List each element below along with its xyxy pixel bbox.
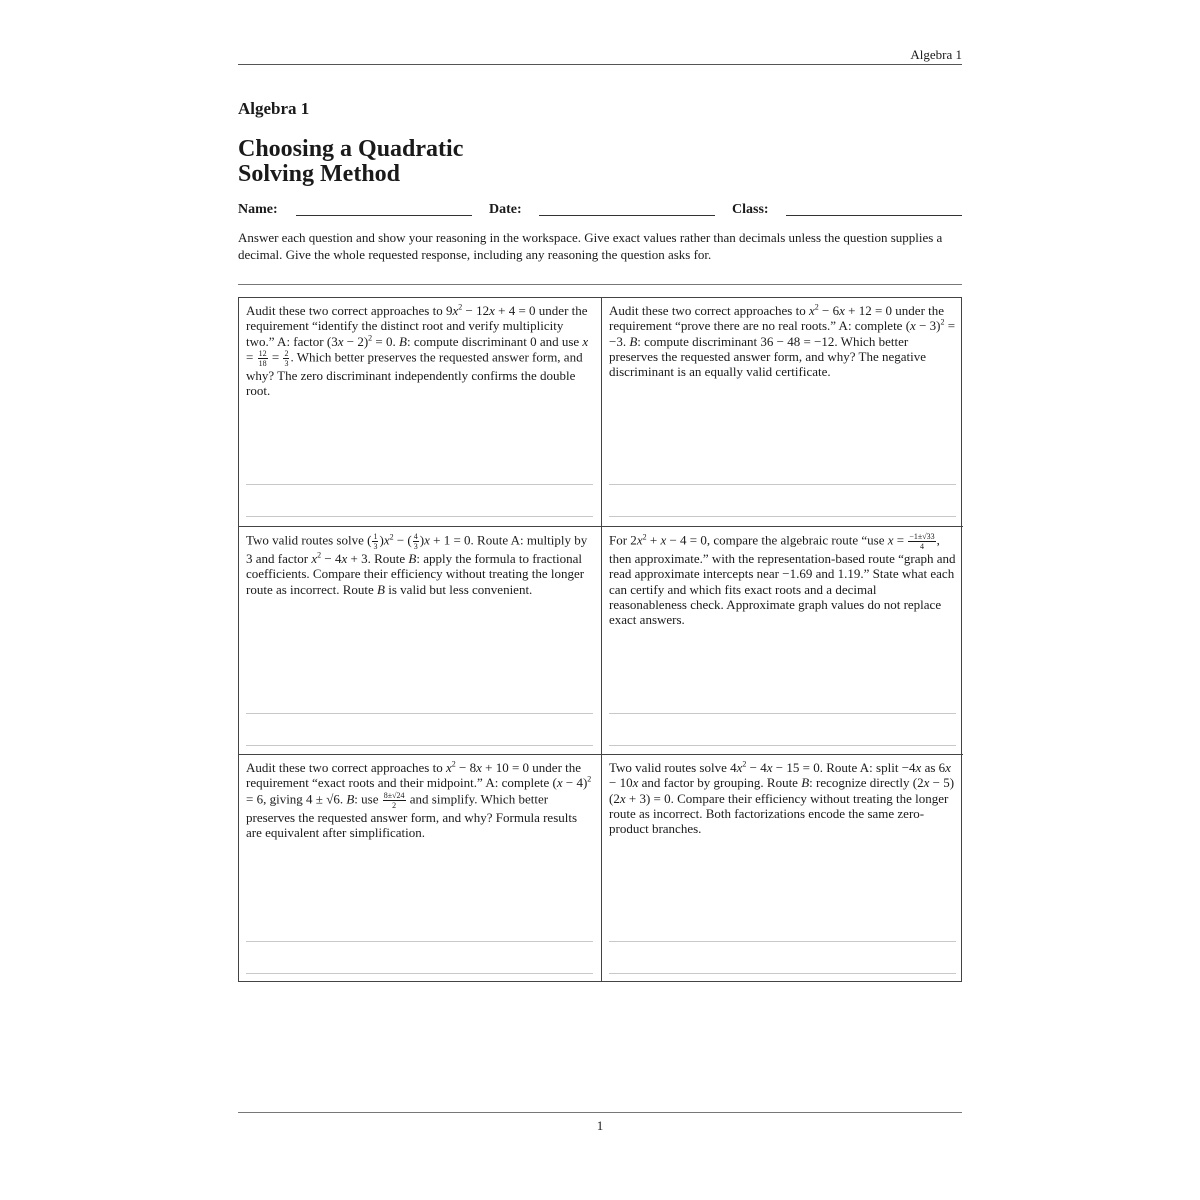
- running-header: Algebra 1: [910, 47, 962, 62]
- question-text-6: Two valid routes solve $4x^2 - 4x - 15 = 0$. Route A: split −4x as 6x − 10x and factor by grouping. Route B: recognize directly (2x − 5)(2x + 3) = 0. Compare their efficiency without treating the longer route as incorrect. Both factorizations encode the same zero-product branches.: [609, 759, 955, 837]
- answer-line[interactable]: [609, 745, 956, 746]
- name-field[interactable]: [296, 215, 472, 216]
- class-label: Class:: [732, 202, 769, 217]
- worksheet-page: [238, 0, 962, 1200]
- answer-line[interactable]: [246, 941, 593, 942]
- page-number: 1: [596, 1118, 604, 1133]
- answer-line[interactable]: [246, 713, 593, 714]
- answer-line[interactable]: [609, 713, 956, 714]
- answer-line[interactable]: [609, 941, 956, 942]
- answer-line[interactable]: [246, 973, 593, 974]
- answer-line[interactable]: [609, 516, 956, 517]
- answer-line[interactable]: [246, 745, 593, 746]
- question-text-3: Two valid routes solve ( $\frac{1}{3}$ )$x^2$ − ( $\frac{4}{3}$ )x + 1 = 0. Route A: multiply by 3 and factor $x^2 - 4x + 3$. Route B: apply the formula to fractional coefficients. Compare their efficiency without treating the longer route as incorrect. Route B is valid but less convenient.: [246, 532, 588, 597]
- question-text-1: Audit these two correct approaches to $9x^2 - 12x + 4 = 0$ under the requirement “identify the distinct root and verify multiplicity two.” A: factor $(3x - 2)^2 = 0$. B: compute discriminant 0 and use x = $\frac{12}{18}$ = $\frac{2}{3}$ . Which better preserves the requested answer form, and why? The zero discriminant independently confirms the double root.: [246, 302, 589, 399]
- question-cell-3: [239, 526, 601, 754]
- question-text-4: For $2x^2 + x - 4 = 0$, compare the algebraic route “use x = $\frac{-1\pm√33}{4}$ , then approximate.” with the representation-based route “graph and read approximate intercepts near −1.69 and 1.19.” State what each can certify and which fits exact roots and a decimal reasonableness check. Approximate graph values do not replace exact answers.: [609, 532, 956, 628]
- answer-line[interactable]: [246, 484, 593, 485]
- header-rule: [238, 64, 962, 65]
- question-text-2: Audit these two correct approaches to $x^2 - 6x + 12 = 0$ under the requirement “prove there are no real roots.” A: complete $(x - 3)^2 = -3$. B: compute discriminant 36 − 48 = −12. Which better preserves the requested answer form, and why? The negative discriminant is an equally valid certificate.: [609, 302, 956, 380]
- worksheet-title: [238, 137, 463, 187]
- date-label: Date:: [489, 202, 522, 217]
- answer-line[interactable]: [609, 973, 956, 974]
- question-cell-1: [239, 298, 601, 526]
- title-line-2: Solving Method: [238, 161, 401, 187]
- name-label: Name:: [238, 202, 278, 217]
- question-cell-6: [601, 754, 963, 982]
- student-info-fields: [238, 201, 962, 221]
- answer-line[interactable]: [246, 516, 593, 517]
- course-name: Algebra 1: [238, 99, 310, 118]
- instructions-rule: [238, 284, 962, 285]
- class-field[interactable]: [786, 215, 962, 216]
- footer-rule: [238, 1112, 962, 1113]
- question-cell-5: [239, 754, 601, 982]
- instructions: Answer each question and show your reasoning in the workspace. Give exact values rather than decimals unless the question supplies a decimal. Give the whole requested response, including any reasoning the question asks for.: [238, 230, 943, 262]
- question-cell-4: [601, 526, 963, 754]
- question-text-5: Audit these two correct approaches to $x^2 - 8x + 10 = 0$ under the requirement “exact roots and their midpoint.” A: complete $(x - 4)^2 = 6$, giving 4 ± √6. B: use $\frac{8\pm√24}{2}$ and simplify. Which better preserves the requested answer form, and why? Formula results are equivalent after simplification.: [246, 759, 592, 840]
- question-cell-2: [601, 298, 963, 526]
- question-grid: [238, 297, 962, 982]
- date-field[interactable]: [539, 215, 715, 216]
- title-line-1: Choosing a Quadratic: [238, 136, 464, 162]
- answer-line[interactable]: [609, 484, 956, 485]
